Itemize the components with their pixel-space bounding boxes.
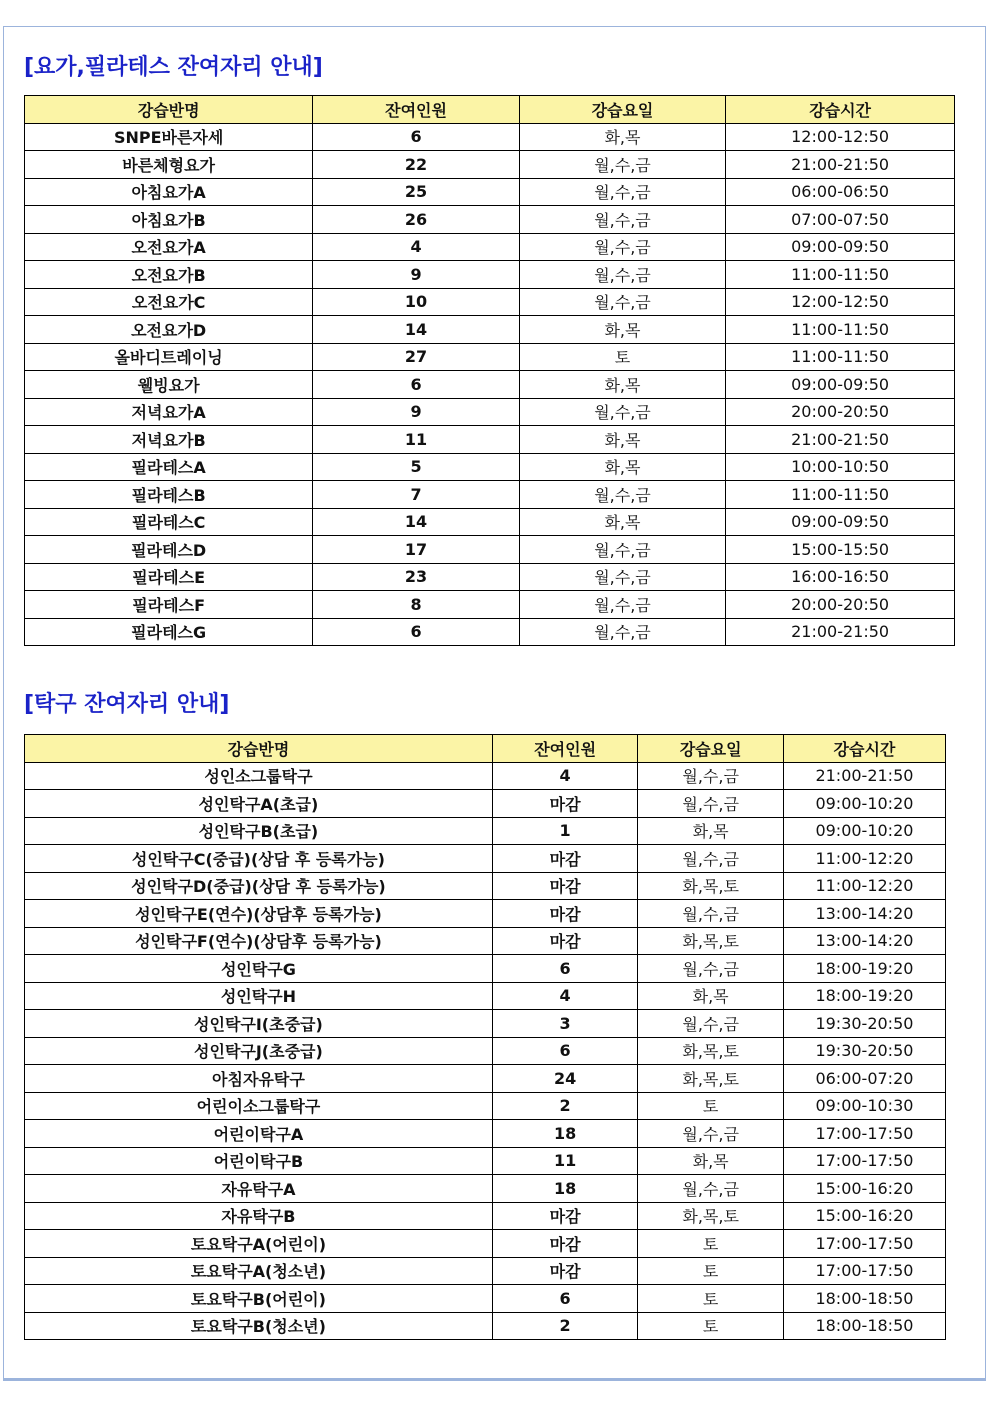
table-row <box>25 1285 946 1313</box>
table-row <box>25 1010 946 1038</box>
header-remaining-seats: 잔여인원 <box>313 96 519 124</box>
cell-class-days: 화,목,토 <box>638 927 784 955</box>
cell-class-name: 성인탁구E(연수)(상담후 등록가능) <box>25 900 493 928</box>
cell-class-days: 월,수,금 <box>638 1010 784 1038</box>
cell-class-name: 오전요가B <box>25 261 313 289</box>
table-row <box>25 900 946 928</box>
table-row <box>25 790 946 818</box>
cell-class-days: 화,목,토 <box>638 1202 784 1230</box>
cell-class-days: 토 <box>638 1230 784 1258</box>
table-tennis-section-title: [탁구 잔여자리 안내] <box>24 692 230 717</box>
cell-class-days: 월,수,금 <box>519 618 725 646</box>
cell-class-name: 어린이탁구A <box>25 1120 493 1148</box>
cell-class-name: SNPE바른자세 <box>25 123 313 151</box>
cell-class-days: 토 <box>638 1257 784 1285</box>
cell-class-name: 성인탁구D(중급)(상담 후 등록가능) <box>25 872 493 900</box>
cell-remaining-seats: 3 <box>492 1010 638 1038</box>
table-row <box>25 178 955 206</box>
table-row <box>25 206 955 234</box>
cell-class-time: 21:00-21:50 <box>726 151 955 179</box>
cell-remaining-seats: 9 <box>313 398 519 426</box>
cell-class-name: 필라테스B <box>25 481 313 509</box>
cell-remaining-seats: 마감 <box>492 1230 638 1258</box>
cell-class-days: 화,목 <box>519 453 725 481</box>
cell-remaining-seats: 6 <box>492 1285 638 1313</box>
cell-class-days: 화,목,토 <box>638 872 784 900</box>
cell-class-name: 토요탁구B(청소년) <box>25 1312 493 1340</box>
table-row <box>25 927 946 955</box>
table-row <box>25 343 955 371</box>
cell-class-time: 11:00-11:50 <box>726 261 955 289</box>
table-row <box>25 233 955 261</box>
cell-class-time: 07:00-07:50 <box>726 206 955 234</box>
cell-remaining-seats: 11 <box>492 1147 638 1175</box>
cell-class-name: 바른체형요가 <box>25 151 313 179</box>
cell-class-time: 20:00-20:50 <box>726 591 955 619</box>
cell-class-days: 월,수,금 <box>638 762 784 790</box>
cell-class-time: 10:00-10:50 <box>726 453 955 481</box>
table-header-row <box>25 96 955 124</box>
cell-class-days: 화,목 <box>638 982 784 1010</box>
table-row <box>25 536 955 564</box>
cell-class-name: 필라테스C <box>25 508 313 536</box>
cell-class-name: 성인탁구I(초중급) <box>25 1010 493 1038</box>
cell-remaining-seats: 22 <box>313 151 519 179</box>
cell-remaining-seats: 18 <box>492 1120 638 1148</box>
cell-class-days: 토 <box>638 1285 784 1313</box>
table-row <box>25 288 955 316</box>
cell-class-name: 필라테스D <box>25 536 313 564</box>
cell-remaining-seats: 10 <box>313 288 519 316</box>
cell-class-name: 성인탁구C(중급)(상담 후 등록가능) <box>25 845 493 873</box>
table-row <box>25 371 955 399</box>
cell-class-time: 21:00-21:50 <box>726 618 955 646</box>
cell-class-name: 필라테스F <box>25 591 313 619</box>
cell-remaining-seats: 6 <box>313 618 519 646</box>
cell-class-name: 어린이소그룹탁구 <box>25 1092 493 1120</box>
cell-class-time: 09:00-10:30 <box>783 1092 945 1120</box>
cell-class-time: 06:00-06:50 <box>726 178 955 206</box>
cell-class-days: 월,수,금 <box>638 900 784 928</box>
cell-class-time: 21:00-21:50 <box>783 762 945 790</box>
cell-remaining-seats: 23 <box>313 563 519 591</box>
cell-class-time: 09:00-10:20 <box>783 817 945 845</box>
cell-class-time: 06:00-07:20 <box>783 1065 945 1093</box>
cell-class-time: 11:00-11:50 <box>726 316 955 344</box>
cell-remaining-seats: 4 <box>313 233 519 261</box>
cell-class-name: 성인탁구F(연수)(상담후 등록가능) <box>25 927 493 955</box>
table-row <box>25 1065 946 1093</box>
cell-class-time: 15:00-15:50 <box>726 536 955 564</box>
cell-class-days: 월,수,금 <box>519 233 725 261</box>
cell-class-name: 아침요가A <box>25 178 313 206</box>
table-row <box>25 982 946 1010</box>
cell-class-time: 21:00-21:50 <box>726 426 955 454</box>
cell-class-name: 필라테스E <box>25 563 313 591</box>
cell-class-name: 오전요가C <box>25 288 313 316</box>
cell-class-time: 19:30-20:50 <box>783 1010 945 1038</box>
cell-class-time: 20:00-20:50 <box>726 398 955 426</box>
cell-class-time: 11:00-12:20 <box>783 845 945 873</box>
cell-class-name: 오전요가A <box>25 233 313 261</box>
cell-class-days: 화,목 <box>519 316 725 344</box>
cell-class-name: 성인탁구J(초중급) <box>25 1037 493 1065</box>
cell-class-time: 18:00-19:20 <box>783 982 945 1010</box>
cell-remaining-seats: 마감 <box>492 927 638 955</box>
cell-class-days: 월,수,금 <box>519 563 725 591</box>
header-class-name: 강습반명 <box>25 96 313 124</box>
table-row <box>25 591 955 619</box>
cell-remaining-seats: 마감 <box>492 1257 638 1285</box>
cell-remaining-seats: 14 <box>313 508 519 536</box>
cell-class-days: 화,목 <box>519 371 725 399</box>
cell-class-time: 11:00-11:50 <box>726 481 955 509</box>
cell-class-days: 월,수,금 <box>519 536 725 564</box>
cell-class-name: 성인탁구H <box>25 982 493 1010</box>
cell-class-time: 11:00-12:20 <box>783 872 945 900</box>
table-header-row <box>25 735 946 763</box>
header-class-time: 강습시간 <box>726 96 955 124</box>
yoga-section-title: [요가,필라테스 잔여자리 안내] <box>24 55 323 80</box>
table-row <box>25 872 946 900</box>
cell-remaining-seats: 6 <box>492 955 638 983</box>
cell-class-days: 화,목,토 <box>638 1065 784 1093</box>
cell-class-days: 월,수,금 <box>638 1175 784 1203</box>
cell-class-days: 화,목 <box>519 508 725 536</box>
table-row <box>25 618 955 646</box>
table-row <box>25 1037 946 1065</box>
cell-class-days: 월,수,금 <box>638 955 784 983</box>
cell-remaining-seats: 8 <box>313 591 519 619</box>
cell-class-time: 12:00-12:50 <box>726 123 955 151</box>
table-row <box>25 1312 946 1340</box>
cell-class-name: 저녁요가A <box>25 398 313 426</box>
cell-class-time: 15:00-16:20 <box>783 1175 945 1203</box>
cell-remaining-seats: 마감 <box>492 900 638 928</box>
cell-class-time: 19:30-20:50 <box>783 1037 945 1065</box>
cell-class-days: 화,목 <box>638 817 784 845</box>
cell-class-name: 올바디트레이닝 <box>25 343 313 371</box>
table-row <box>25 845 946 873</box>
cell-remaining-seats: 마감 <box>492 872 638 900</box>
cell-class-days: 월,수,금 <box>519 398 725 426</box>
cell-remaining-seats: 7 <box>313 481 519 509</box>
cell-class-time: 16:00-16:50 <box>726 563 955 591</box>
cell-remaining-seats: 마감 <box>492 845 638 873</box>
cell-class-time: 11:00-11:50 <box>726 343 955 371</box>
cell-remaining-seats: 6 <box>492 1037 638 1065</box>
header-class-name: 강습반명 <box>25 735 493 763</box>
cell-class-days: 화,목 <box>638 1147 784 1175</box>
cell-class-time: 09:00-09:50 <box>726 508 955 536</box>
table-tennis-schedule-table <box>24 734 946 1340</box>
cell-class-name: 오전요가D <box>25 316 313 344</box>
table-row <box>25 1230 946 1258</box>
cell-class-time: 15:00-16:20 <box>783 1202 945 1230</box>
cell-class-name: 성인탁구G <box>25 955 493 983</box>
cell-class-name: 성인소그룹탁구 <box>25 762 493 790</box>
table-row <box>25 1120 946 1148</box>
cell-class-days: 월,수,금 <box>519 151 725 179</box>
cell-class-days: 월,수,금 <box>638 790 784 818</box>
cell-class-name: 토요탁구A(어린이) <box>25 1230 493 1258</box>
cell-class-name: 아침요가B <box>25 206 313 234</box>
cell-class-time: 09:00-09:50 <box>726 233 955 261</box>
table-row <box>25 151 955 179</box>
cell-class-days: 화,목 <box>519 123 725 151</box>
table-row <box>25 426 955 454</box>
table-row <box>25 955 946 983</box>
cell-class-name: 자유탁구A <box>25 1175 493 1203</box>
cell-class-time: 12:00-12:50 <box>726 288 955 316</box>
cell-remaining-seats: 6 <box>313 371 519 399</box>
cell-class-time: 09:00-10:20 <box>783 790 945 818</box>
table-row <box>25 123 955 151</box>
table-row <box>25 398 955 426</box>
cell-class-days: 화,목,토 <box>638 1037 784 1065</box>
cell-class-name: 자유탁구B <box>25 1202 493 1230</box>
cell-class-name: 필라테스A <box>25 453 313 481</box>
cell-remaining-seats: 마감 <box>492 790 638 818</box>
cell-remaining-seats: 24 <box>492 1065 638 1093</box>
cell-class-days: 토 <box>638 1092 784 1120</box>
cell-remaining-seats: 17 <box>313 536 519 564</box>
cell-class-name: 웰빙요가 <box>25 371 313 399</box>
cell-remaining-seats: 2 <box>492 1312 638 1340</box>
cell-class-name: 아침자유탁구 <box>25 1065 493 1093</box>
table-row <box>25 261 955 289</box>
cell-remaining-seats: 4 <box>492 762 638 790</box>
cell-class-days: 월,수,금 <box>638 845 784 873</box>
table-row <box>25 453 955 481</box>
cell-class-time: 17:00-17:50 <box>783 1230 945 1258</box>
cell-remaining-seats: 11 <box>313 426 519 454</box>
cell-class-days: 월,수,금 <box>638 1120 784 1148</box>
table-row <box>25 316 955 344</box>
cell-remaining-seats: 5 <box>313 453 519 481</box>
cell-class-days: 월,수,금 <box>519 261 725 289</box>
cell-class-time: 17:00-17:50 <box>783 1147 945 1175</box>
cell-class-time: 17:00-17:50 <box>783 1120 945 1148</box>
cell-class-time: 18:00-19:20 <box>783 955 945 983</box>
table-row <box>25 1092 946 1120</box>
bottom-divider <box>3 1378 986 1381</box>
cell-class-name: 저녁요가B <box>25 426 313 454</box>
table-row <box>25 563 955 591</box>
cell-class-days: 월,수,금 <box>519 288 725 316</box>
cell-remaining-seats: 4 <box>492 982 638 1010</box>
cell-class-name: 성인탁구A(초급) <box>25 790 493 818</box>
cell-class-days: 월,수,금 <box>519 591 725 619</box>
header-remaining-seats: 잔여인원 <box>492 735 638 763</box>
cell-class-name: 어린이탁구B <box>25 1147 493 1175</box>
cell-class-days: 화,목 <box>519 426 725 454</box>
cell-class-time: 13:00-14:20 <box>783 927 945 955</box>
cell-remaining-seats: 2 <box>492 1092 638 1120</box>
cell-class-name: 성인탁구B(초급) <box>25 817 493 845</box>
table-row <box>25 762 946 790</box>
cell-class-days: 토 <box>519 343 725 371</box>
cell-remaining-seats: 27 <box>313 343 519 371</box>
cell-class-name: 토요탁구B(어린이) <box>25 1285 493 1313</box>
header-class-time: 강습시간 <box>783 735 945 763</box>
table-row <box>25 1257 946 1285</box>
cell-class-name: 토요탁구A(청소년) <box>25 1257 493 1285</box>
cell-remaining-seats: 26 <box>313 206 519 234</box>
cell-remaining-seats: 14 <box>313 316 519 344</box>
table-row <box>25 481 955 509</box>
cell-class-time: 18:00-18:50 <box>783 1285 945 1313</box>
cell-class-time: 09:00-09:50 <box>726 371 955 399</box>
table-row <box>25 1147 946 1175</box>
cell-class-days: 토 <box>638 1312 784 1340</box>
yoga-schedule-table <box>24 95 955 646</box>
cell-remaining-seats: 6 <box>313 123 519 151</box>
table-row <box>25 817 946 845</box>
table-row <box>25 1175 946 1203</box>
cell-remaining-seats: 25 <box>313 178 519 206</box>
cell-class-time: 17:00-17:50 <box>783 1257 945 1285</box>
cell-class-days: 월,수,금 <box>519 206 725 234</box>
cell-class-name: 필라테스G <box>25 618 313 646</box>
cell-class-days: 월,수,금 <box>519 481 725 509</box>
cell-remaining-seats: 9 <box>313 261 519 289</box>
cell-class-days: 월,수,금 <box>519 178 725 206</box>
cell-remaining-seats: 1 <box>492 817 638 845</box>
cell-remaining-seats: 마감 <box>492 1202 638 1230</box>
table-row <box>25 508 955 536</box>
cell-remaining-seats: 18 <box>492 1175 638 1203</box>
table-row <box>25 1202 946 1230</box>
header-class-days: 강습요일 <box>519 96 725 124</box>
header-class-days: 강습요일 <box>638 735 784 763</box>
cell-class-time: 13:00-14:20 <box>783 900 945 928</box>
cell-class-time: 18:00-18:50 <box>783 1312 945 1340</box>
